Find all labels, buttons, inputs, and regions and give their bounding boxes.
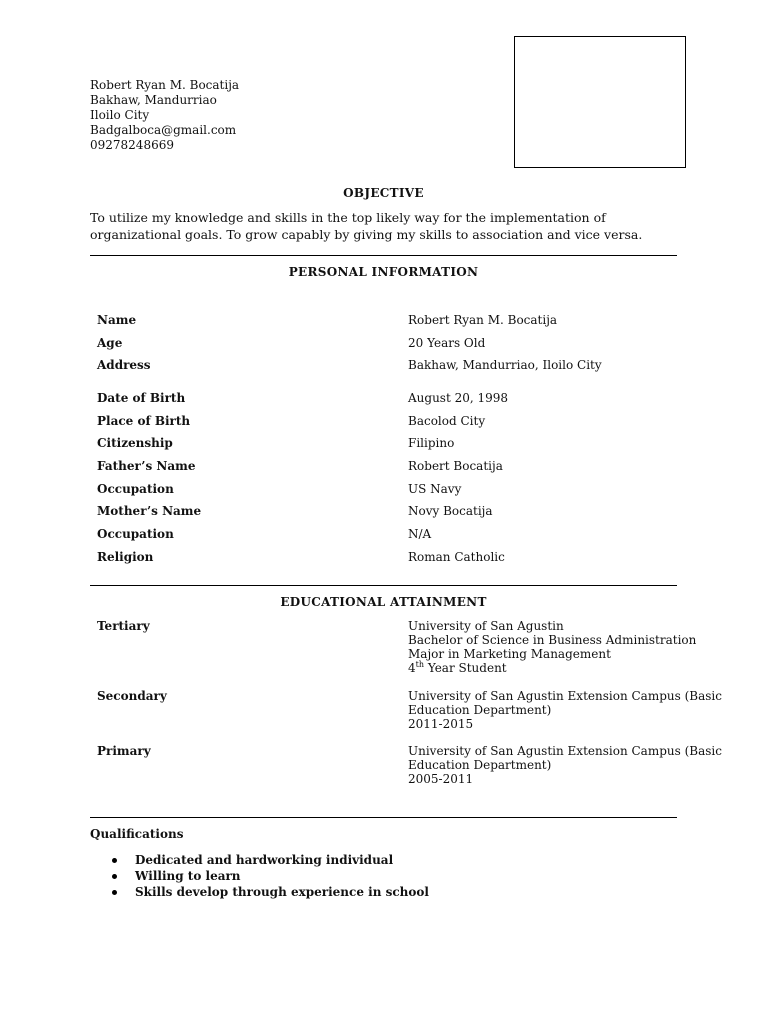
- contact-city: Iloilo City: [90, 108, 150, 122]
- value-primary: [408, 744, 722, 786]
- objective-heading: OBJECTIVE: [343, 186, 424, 200]
- qualification-text: Dedicated and hardworking individual: [135, 853, 394, 867]
- personal-info-heading: PERSONAL INFORMATION: [288, 265, 479, 279]
- qualifications-heading: Qualifications: [90, 827, 184, 841]
- contact-name: Robert Ryan M. Bocatija: [90, 78, 240, 92]
- qualifications-list: [110, 852, 429, 900]
- label-mothers-name: Mother’s Name: [97, 504, 202, 518]
- bullet-icon: [112, 874, 117, 879]
- value-date-of-birth: August 20, 1998: [408, 391, 509, 405]
- value-secondary: [408, 689, 722, 731]
- value-father-occupation: US Navy: [408, 482, 462, 496]
- objective-text: To utilize my knowledge and skills in the top likely way for the implementation of organizational goals. To grow capably by giving my skills to association and vice versa.: [90, 210, 643, 242]
- value-age: 20 Years Old: [408, 336, 486, 350]
- label-age: Age: [97, 336, 123, 350]
- label-father-occupation: Occupation: [97, 482, 174, 496]
- label-primary: Primary: [97, 744, 151, 758]
- value-fathers-name: Robert Bocatija: [408, 459, 503, 473]
- list-item: [110, 884, 429, 900]
- value-mother-occupation: N/A: [408, 527, 432, 541]
- list-item: [110, 868, 429, 884]
- label-fathers-name: Father’s Name: [97, 459, 196, 473]
- contact-street: Bakhaw, Mandurriao: [90, 93, 217, 107]
- label-mother-occupation: Occupation: [97, 527, 174, 541]
- label-secondary: Secondary: [97, 689, 167, 703]
- primary-years: 2005-2011: [408, 772, 474, 786]
- photo-placeholder: [514, 36, 686, 168]
- value-tertiary: [408, 619, 696, 675]
- contact-email[interactable]: Badgalboca@gmail.com: [90, 123, 237, 137]
- label-religion: Religion: [97, 550, 154, 564]
- primary-school-line2: Education Department): [408, 758, 552, 772]
- divider: [90, 817, 677, 818]
- year-text: Year Student: [424, 661, 507, 675]
- list-item: [110, 852, 429, 868]
- value-address: Bakhaw, Mandurriao, Iloilo City: [408, 358, 602, 372]
- value-name: Robert Ryan M. Bocatija: [408, 313, 558, 327]
- tertiary-school: University of San Agustin: [408, 619, 564, 633]
- secondary-school-line1: University of San Agustin Extension Campus (Basic: [408, 689, 722, 703]
- divider: [90, 255, 677, 256]
- tertiary-major: Major in Marketing Management: [408, 647, 611, 661]
- value-mothers-name: Novy Bocatija: [408, 504, 493, 518]
- label-date-of-birth: Date of Birth: [97, 391, 186, 405]
- bullet-icon: [112, 890, 117, 895]
- value-place-of-birth: Bacolod City: [408, 414, 486, 428]
- contact-block: [90, 78, 239, 153]
- year-ordinal: th: [415, 660, 425, 669]
- contact-phone: 09278248669: [90, 138, 174, 152]
- qualification-text: Willing to learn: [135, 869, 241, 883]
- primary-school-line1: University of San Agustin Extension Campus (Basic: [408, 744, 722, 758]
- qualification-text: Skills develop through experience in school: [135, 885, 429, 899]
- label-address: Address: [97, 358, 151, 372]
- label-citizenship: Citizenship: [97, 436, 173, 450]
- secondary-school-line2: Education Department): [408, 703, 552, 717]
- divider: [90, 585, 677, 586]
- education-heading: EDUCATIONAL ATTAINMENT: [280, 595, 487, 609]
- label-name: Name: [97, 313, 137, 327]
- bullet-icon: [112, 858, 117, 863]
- value-religion: Roman Catholic: [408, 550, 505, 564]
- tertiary-year: [408, 661, 696, 675]
- year-number: 4: [408, 661, 416, 675]
- secondary-years: 2011-2015: [408, 717, 474, 731]
- label-tertiary: Tertiary: [97, 619, 150, 633]
- label-place-of-birth: Place of Birth: [97, 414, 191, 428]
- tertiary-degree: Bachelor of Science in Business Administration: [408, 633, 697, 647]
- value-citizenship: Filipino: [408, 436, 455, 450]
